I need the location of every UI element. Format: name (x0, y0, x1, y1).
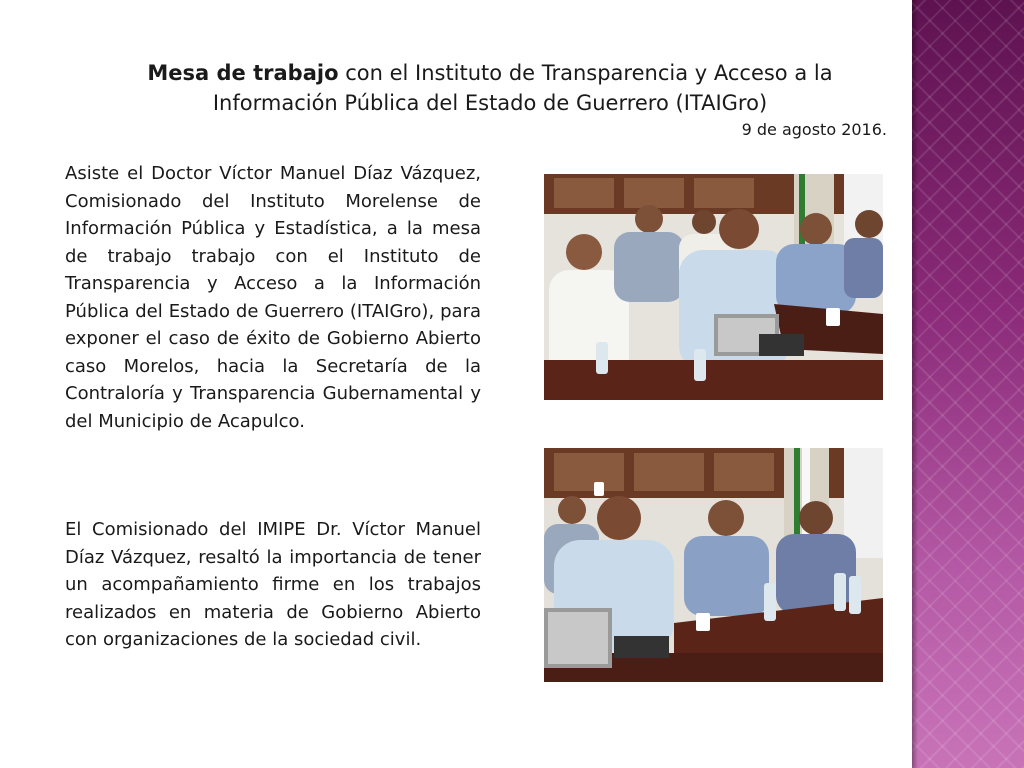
meeting-photo-2 (544, 448, 883, 682)
meeting-photo-1 (544, 174, 883, 400)
title-bold: Mesa de trabajo (147, 61, 339, 85)
page-title (90, 58, 890, 118)
decorative-side-band (912, 0, 1024, 768)
paragraph-1: Asiste el Doctor Víctor Manuel Díaz Vázquez, Comisionado del Instituto Morelense de Información Pública y Estadística, a la mesa de trabajo trabajo con el Instituto de Transparencia y Acceso a la Información Pública del Estado de Guerrero (ITAIGro), para exponer el caso de éxito de Gobierno Abierto caso Morelos, hacia la Secretaría de la Contraloría y Transparencia Gubernamental y del Municipio de Acapulco. (65, 163, 481, 432)
event-date: 9 de agosto 2016. (741, 120, 887, 139)
side-band-shadow (912, 0, 918, 768)
paragraph-2: El Comisionado del IMIPE Dr. Víctor Manuel Díaz Vázquez, resaltó la importancia de tener un acompañamiento firme en los trabajos realizados en materia de Gobierno Abierto con organizaciones de la sociedad civil. (65, 519, 481, 650)
title-rest: con el Instituto de Transparencia y Acceso a la Información Pública del Estado de Guerrero (ITAIGro) (212, 61, 833, 115)
